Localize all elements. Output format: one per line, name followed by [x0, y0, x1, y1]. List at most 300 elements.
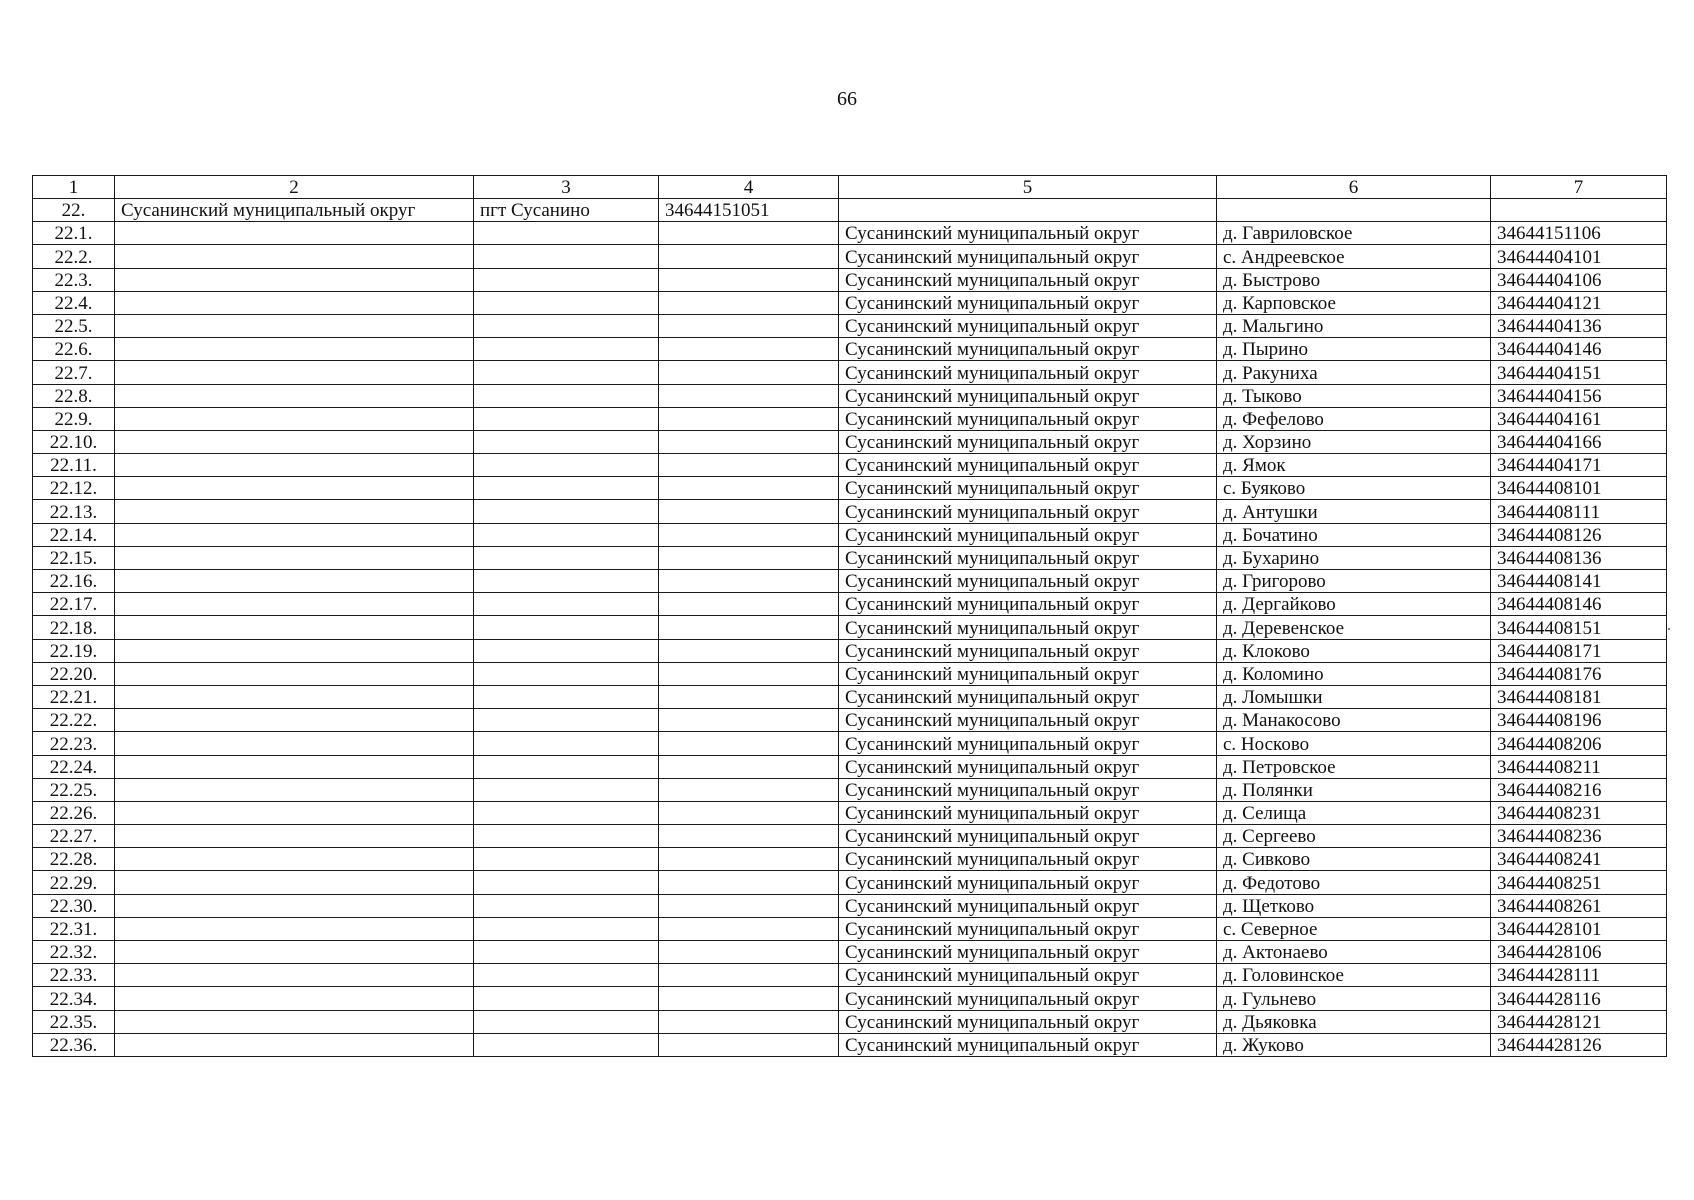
table-row [33, 361, 1667, 384]
table-row [33, 778, 1667, 801]
settlement-district: Сусанинский муниципальный округ [839, 430, 1217, 453]
row-number: 22.15. [33, 546, 115, 569]
settlement-code: 34644408101 [1491, 477, 1667, 500]
administrative-center: пгт Сусанино [474, 199, 659, 222]
center-code [659, 941, 839, 964]
settlement-district: Сусанинский муниципальный округ [839, 546, 1217, 569]
settlement-district: Сусанинский муниципальный округ [839, 685, 1217, 708]
administrative-center [474, 616, 659, 639]
settlement-district: Сусанинский муниципальный округ [839, 523, 1217, 546]
settlement-district: Сусанинский муниципальный округ [839, 222, 1217, 245]
row-number: 22.17. [33, 593, 115, 616]
column-number-header-row [33, 176, 1667, 199]
administrative-center [474, 1033, 659, 1056]
table-row [33, 477, 1667, 500]
row-number: 22.21. [33, 685, 115, 708]
column-header: 2 [115, 176, 474, 199]
row-number: 22.16. [33, 570, 115, 593]
row-number: 22.11. [33, 454, 115, 477]
center-code [659, 755, 839, 778]
row-number: 22.8. [33, 384, 115, 407]
settlement-code: 34644408251 [1491, 871, 1667, 894]
settlement-code: 34644408146 [1491, 593, 1667, 616]
center-code [659, 987, 839, 1010]
table-row [33, 454, 1667, 477]
settlement-code: 34644404106 [1491, 268, 1667, 291]
municipal-district [115, 662, 474, 685]
settlement-district: Сусанинский муниципальный округ [839, 964, 1217, 987]
settlement-district: Сусанинский муниципальный округ [839, 1010, 1217, 1033]
row-number: 22.10. [33, 430, 115, 453]
municipal-district [115, 338, 474, 361]
municipal-district [115, 477, 474, 500]
municipal-district [115, 987, 474, 1010]
settlement-name: д. Мальгино [1217, 314, 1491, 337]
settlement-district: Сусанинский муниципальный округ [839, 755, 1217, 778]
center-code [659, 314, 839, 337]
center-code [659, 454, 839, 477]
administrative-center [474, 894, 659, 917]
settlement-code: 34644408151 [1491, 616, 1667, 639]
municipal-district [115, 1010, 474, 1033]
administrative-center [474, 848, 659, 871]
settlement-code: 34644408181 [1491, 685, 1667, 708]
row-number: 22.14. [33, 523, 115, 546]
table-row [33, 825, 1667, 848]
center-code [659, 964, 839, 987]
administrative-center [474, 778, 659, 801]
administrative-center [474, 801, 659, 824]
administrative-center [474, 454, 659, 477]
center-code [659, 245, 839, 268]
center-code [659, 384, 839, 407]
center-code [659, 616, 839, 639]
table-row [33, 616, 1667, 639]
administrative-center [474, 500, 659, 523]
table-row [33, 987, 1667, 1010]
settlement-code: 34644151106 [1491, 222, 1667, 245]
row-number: 22.31. [33, 917, 115, 940]
row-number: 22.33. [33, 964, 115, 987]
settlement-code: 34644408231 [1491, 801, 1667, 824]
center-code [659, 801, 839, 824]
administrative-center [474, 314, 659, 337]
settlement-code: 34644408176 [1491, 662, 1667, 685]
center-code [659, 732, 839, 755]
settlement-code: 34644428101 [1491, 917, 1667, 940]
settlement-code: 34644404136 [1491, 314, 1667, 337]
center-code [659, 523, 839, 546]
municipal-district [115, 454, 474, 477]
row-number: 22.28. [33, 848, 115, 871]
settlement-code: 34644408241 [1491, 848, 1667, 871]
municipal-district [115, 268, 474, 291]
settlement-name: д. Карповское [1217, 291, 1491, 314]
settlement-name: д. Жуково [1217, 1033, 1491, 1056]
table-row [33, 964, 1667, 987]
administrative-center [474, 222, 659, 245]
administrative-center [474, 662, 659, 685]
settlement-code: 34644428121 [1491, 1010, 1667, 1033]
settlement-code: 34644408196 [1491, 709, 1667, 732]
settlement-name: д. Сивково [1217, 848, 1491, 871]
municipal-district [115, 755, 474, 778]
center-code [659, 430, 839, 453]
settlement-district: Сусанинский муниципальный округ [839, 941, 1217, 964]
table-row [33, 500, 1667, 523]
row-number: 22.12. [33, 477, 115, 500]
settlement-district: Сусанинский муниципальный округ [839, 407, 1217, 430]
settlement-code: 34644408136 [1491, 546, 1667, 569]
settlement-name: д. Щетково [1217, 894, 1491, 917]
settlement-district: Сусанинский муниципальный округ [839, 639, 1217, 662]
settlement-name: д. Антушки [1217, 500, 1491, 523]
settlement-district: Сусанинский муниципальный округ [839, 593, 1217, 616]
row-number: 22.3. [33, 268, 115, 291]
settlement-district: Сусанинский муниципальный округ [839, 894, 1217, 917]
administrative-center [474, 593, 659, 616]
settlement-district: Сусанинский муниципальный округ [839, 778, 1217, 801]
administrative-center [474, 964, 659, 987]
center-code [659, 662, 839, 685]
settlement-code: 34644404156 [1491, 384, 1667, 407]
settlement-district: Сусанинский муниципальный округ [839, 570, 1217, 593]
settlement-code [1491, 199, 1667, 222]
settlement-district: Сусанинский муниципальный округ [839, 709, 1217, 732]
municipal-district [115, 894, 474, 917]
scan-speck [1668, 628, 1670, 630]
administrative-center [474, 361, 659, 384]
municipal-district [115, 314, 474, 337]
settlement-district: Сусанинский муниципальный округ [839, 500, 1217, 523]
settlement-district: Сусанинский муниципальный округ [839, 848, 1217, 871]
page-number: 66 [837, 88, 857, 110]
row-number: 22.19. [33, 639, 115, 662]
municipal-district [115, 871, 474, 894]
settlement-name: д. Полянки [1217, 778, 1491, 801]
settlement-name: д. Григорово [1217, 570, 1491, 593]
row-number: 22.23. [33, 732, 115, 755]
row-number: 22.29. [33, 871, 115, 894]
table-row [33, 291, 1667, 314]
center-code [659, 361, 839, 384]
settlement-name: д. Клоково [1217, 639, 1491, 662]
table-row [33, 268, 1667, 291]
row-number: 22. [33, 199, 115, 222]
row-number: 22.13. [33, 500, 115, 523]
settlement-name: д. Селища [1217, 801, 1491, 824]
center-code [659, 570, 839, 593]
center-code [659, 1033, 839, 1056]
settlement-code: 34644404151 [1491, 361, 1667, 384]
administrative-center [474, 523, 659, 546]
center-code [659, 709, 839, 732]
administrative-center [474, 871, 659, 894]
administrative-center [474, 685, 659, 708]
settlement-district: Сусанинский муниципальный округ [839, 801, 1217, 824]
row-number: 22.22. [33, 709, 115, 732]
administrative-center [474, 639, 659, 662]
administrative-center [474, 546, 659, 569]
settlement-name: д. Дергайково [1217, 593, 1491, 616]
municipal-district [115, 361, 474, 384]
municipal-district [115, 778, 474, 801]
municipal-district [115, 500, 474, 523]
row-number: 22.26. [33, 801, 115, 824]
settlement-name: д. Бочатино [1217, 523, 1491, 546]
settlement-name: д. Федотово [1217, 871, 1491, 894]
municipal-district [115, 941, 474, 964]
settlement-district: Сусанинский муниципальный округ [839, 732, 1217, 755]
table-row [33, 1010, 1667, 1033]
settlement-code: 34644408126 [1491, 523, 1667, 546]
center-code [659, 268, 839, 291]
center-code [659, 825, 839, 848]
center-code [659, 639, 839, 662]
settlement-district: Сусанинский муниципальный округ [839, 338, 1217, 361]
settlement-name: д. Гульнево [1217, 987, 1491, 1010]
table-row [33, 384, 1667, 407]
settlement-name: д. Дьяковка [1217, 1010, 1491, 1033]
table-row [33, 894, 1667, 917]
administrative-center [474, 709, 659, 732]
row-number: 22.35. [33, 1010, 115, 1033]
settlement-district: Сусанинский муниципальный округ [839, 917, 1217, 940]
row-number: 22.36. [33, 1033, 115, 1056]
municipal-district: Сусанинский муниципальный округ [115, 199, 474, 222]
center-code [659, 477, 839, 500]
administrative-center [474, 407, 659, 430]
settlement-name: с. Северное [1217, 917, 1491, 940]
administrative-center [474, 477, 659, 500]
settlement-district: Сусанинский муниципальный округ [839, 454, 1217, 477]
center-code [659, 848, 839, 871]
row-number: 22.6. [33, 338, 115, 361]
table-row [33, 941, 1667, 964]
column-header: 4 [659, 176, 839, 199]
administrative-center [474, 384, 659, 407]
settlement-name: д. Быстрово [1217, 268, 1491, 291]
table-body [33, 199, 1667, 1057]
municipal-district [115, 384, 474, 407]
table-row [33, 1033, 1667, 1056]
table-row [33, 338, 1667, 361]
settlement-code: 34644408211 [1491, 755, 1667, 778]
table-row [33, 801, 1667, 824]
parent-row [33, 199, 1667, 222]
settlement-district: Сусанинский муниципальный округ [839, 245, 1217, 268]
settlement-district: Сусанинский муниципальный округ [839, 1033, 1217, 1056]
center-code [659, 407, 839, 430]
table-row [33, 917, 1667, 940]
row-number: 22.30. [33, 894, 115, 917]
settlement-district: Сусанинский муниципальный округ [839, 291, 1217, 314]
municipal-district [115, 709, 474, 732]
settlement-name: д. Манакосово [1217, 709, 1491, 732]
table-row [33, 871, 1667, 894]
municipal-district [115, 685, 474, 708]
table-row [33, 685, 1667, 708]
row-number: 22.5. [33, 314, 115, 337]
column-header: 7 [1491, 176, 1667, 199]
municipal-district [115, 848, 474, 871]
municipal-district [115, 245, 474, 268]
table-row [33, 430, 1667, 453]
row-number: 22.4. [33, 291, 115, 314]
table-row [33, 222, 1667, 245]
center-code [659, 291, 839, 314]
administrative-center [474, 941, 659, 964]
administrative-center [474, 1010, 659, 1033]
administrative-center [474, 732, 659, 755]
row-number: 22.32. [33, 941, 115, 964]
settlement-code: 34644408111 [1491, 500, 1667, 523]
administrative-center [474, 570, 659, 593]
column-header: 1 [33, 176, 115, 199]
table-row [33, 662, 1667, 685]
row-number: 22.20. [33, 662, 115, 685]
center-code [659, 685, 839, 708]
administrative-center [474, 917, 659, 940]
row-number: 22.27. [33, 825, 115, 848]
table-row [33, 245, 1667, 268]
settlement-code: 34644404121 [1491, 291, 1667, 314]
settlement-name: д. Ямок [1217, 454, 1491, 477]
settlement-district: Сусанинский муниципальный округ [839, 268, 1217, 291]
center-code [659, 871, 839, 894]
municipal-district [115, 639, 474, 662]
settlement-code: 34644408236 [1491, 825, 1667, 848]
settlement-code: 34644428106 [1491, 941, 1667, 964]
municipal-district [115, 801, 474, 824]
municipal-district [115, 546, 474, 569]
municipal-district [115, 593, 474, 616]
settlement-name: д. Тыково [1217, 384, 1491, 407]
settlement-district: Сусанинский муниципальный округ [839, 314, 1217, 337]
row-number: 22.1. [33, 222, 115, 245]
center-code [659, 894, 839, 917]
settlement-code: 34644428126 [1491, 1033, 1667, 1056]
center-code [659, 593, 839, 616]
settlement-name [1217, 199, 1491, 222]
settlement-name: д. Сергеево [1217, 825, 1491, 848]
center-code [659, 1010, 839, 1033]
administrative-center [474, 268, 659, 291]
settlement-name: д. Петровское [1217, 755, 1491, 778]
municipal-district [115, 407, 474, 430]
settlement-code: 34644404161 [1491, 407, 1667, 430]
table-row [33, 709, 1667, 732]
settlement-name: с. Носково [1217, 732, 1491, 755]
settlement-code: 34644428116 [1491, 987, 1667, 1010]
settlement-code: 34644404101 [1491, 245, 1667, 268]
administrative-center [474, 755, 659, 778]
row-number: 22.34. [33, 987, 115, 1010]
municipal-district [115, 291, 474, 314]
row-number: 22.7. [33, 361, 115, 384]
administrative-center [474, 987, 659, 1010]
column-header: 6 [1217, 176, 1491, 199]
settlement-name: д. Коломино [1217, 662, 1491, 685]
table-row [33, 755, 1667, 778]
administrative-center [474, 291, 659, 314]
settlement-name: д. Фефелово [1217, 407, 1491, 430]
municipal-district [115, 222, 474, 245]
settlement-district: Сусанинский муниципальный округ [839, 987, 1217, 1010]
row-number: 22.24. [33, 755, 115, 778]
settlement-code: 34644408216 [1491, 778, 1667, 801]
settlement-code: 34644408261 [1491, 894, 1667, 917]
column-header: 5 [839, 176, 1217, 199]
settlement-name: д. Актонаево [1217, 941, 1491, 964]
settlement-district: Сусанинский муниципальный округ [839, 662, 1217, 685]
settlements-table [32, 175, 1667, 1057]
settlement-code: 34644428111 [1491, 964, 1667, 987]
municipal-district [115, 964, 474, 987]
settlement-name: с. Андреевское [1217, 245, 1491, 268]
settlement-code: 34644404171 [1491, 454, 1667, 477]
table-row [33, 732, 1667, 755]
administrative-center [474, 430, 659, 453]
center-code [659, 338, 839, 361]
center-code [659, 500, 839, 523]
row-number: 22.2. [33, 245, 115, 268]
municipal-district [115, 430, 474, 453]
municipal-district [115, 570, 474, 593]
center-code [659, 546, 839, 569]
settlement-name: д. Хорзино [1217, 430, 1491, 453]
settlement-name: д. Деревенское [1217, 616, 1491, 639]
row-number: 22.25. [33, 778, 115, 801]
municipal-district [115, 616, 474, 639]
center-code [659, 778, 839, 801]
row-number: 22.9. [33, 407, 115, 430]
municipal-district [115, 523, 474, 546]
table-row [33, 523, 1667, 546]
settlement-code: 34644404146 [1491, 338, 1667, 361]
settlement-code: 34644408206 [1491, 732, 1667, 755]
settlement-district: Сусанинский муниципальный округ [839, 825, 1217, 848]
settlement-name: д. Гавриловское [1217, 222, 1491, 245]
settlement-name: с. Буяково [1217, 477, 1491, 500]
table-row [33, 848, 1667, 871]
table-row [33, 639, 1667, 662]
settlement-district: Сусанинский муниципальный округ [839, 477, 1217, 500]
row-number: 22.18. [33, 616, 115, 639]
settlement-district: Сусанинский муниципальный округ [839, 384, 1217, 407]
center-code [659, 222, 839, 245]
settlement-code: 34644408141 [1491, 570, 1667, 593]
table-row [33, 546, 1667, 569]
table-row [33, 593, 1667, 616]
settlement-name: д. Ломышки [1217, 685, 1491, 708]
settlement-district: Сусанинский муниципальный округ [839, 616, 1217, 639]
municipal-district [115, 732, 474, 755]
settlement-name: д. Ракуниха [1217, 361, 1491, 384]
center-code [659, 917, 839, 940]
table-row [33, 570, 1667, 593]
settlement-district [839, 199, 1217, 222]
settlement-district: Сусанинский муниципальный округ [839, 361, 1217, 384]
municipal-district [115, 1033, 474, 1056]
settlement-code: 34644404166 [1491, 430, 1667, 453]
administrative-center [474, 825, 659, 848]
municipal-district [115, 917, 474, 940]
settlement-name: д. Головинское [1217, 964, 1491, 987]
settlement-district: Сусанинский муниципальный округ [839, 871, 1217, 894]
settlement-code: 34644408171 [1491, 639, 1667, 662]
administrative-center [474, 338, 659, 361]
